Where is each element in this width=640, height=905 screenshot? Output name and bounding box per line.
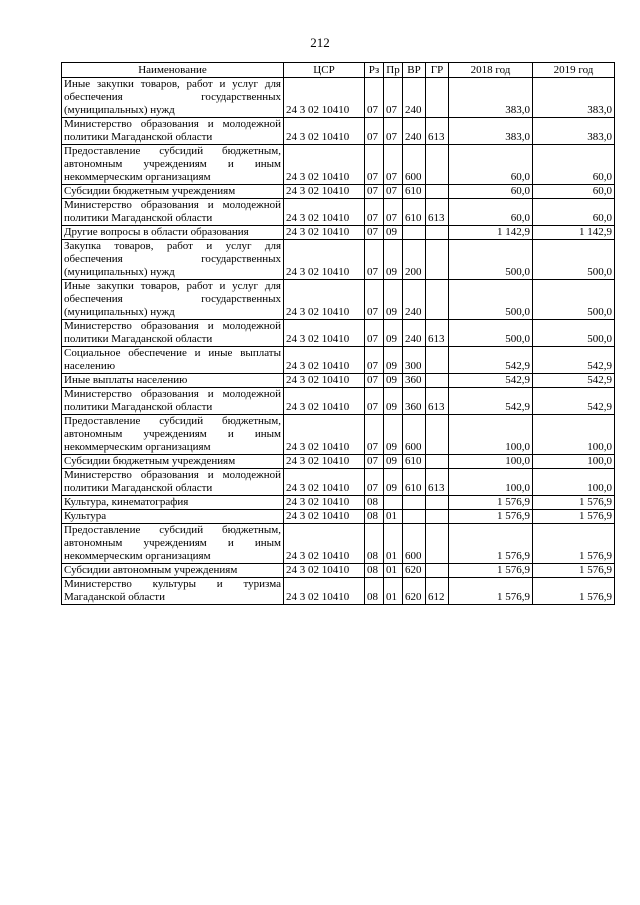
- cell-name: Субсидии автономным учреждениям: [62, 564, 284, 578]
- table-row: [62, 374, 615, 388]
- cell-2018: 542,9: [449, 347, 533, 374]
- cell-rz: 07: [365, 347, 384, 374]
- cell-csr: 24 3 02 10410: [284, 320, 365, 347]
- cell-2019: 60,0: [533, 199, 615, 226]
- header-rz: Рз: [365, 63, 384, 78]
- cell-name: Культура, кинематография: [62, 496, 284, 510]
- cell-name: Социальное обеспечение и иные выплаты населению: [62, 347, 284, 374]
- cell-rz: 07: [365, 374, 384, 388]
- cell-2018: 500,0: [449, 280, 533, 320]
- cell-rz: 07: [365, 240, 384, 280]
- cell-csr: 24 3 02 10410: [284, 118, 365, 145]
- cell-2019: 60,0: [533, 185, 615, 199]
- cell-csr: 24 3 02 10410: [284, 455, 365, 469]
- cell-rz: 07: [365, 118, 384, 145]
- header-pr: Пр: [384, 63, 403, 78]
- cell-gr: 613: [426, 320, 449, 347]
- cell-pr: 01: [384, 510, 403, 524]
- cell-name: Министерство образования и молодежной политики Магаданской области: [62, 469, 284, 496]
- cell-pr: 01: [384, 524, 403, 564]
- cell-csr: 24 3 02 10410: [284, 469, 365, 496]
- cell-vr: 600: [403, 415, 426, 455]
- cell-2019: 500,0: [533, 240, 615, 280]
- cell-gr: [426, 226, 449, 240]
- cell-rz: 07: [365, 280, 384, 320]
- cell-vr: 610: [403, 185, 426, 199]
- cell-2018: 100,0: [449, 415, 533, 455]
- cell-rz: 07: [365, 199, 384, 226]
- cell-2018: 500,0: [449, 320, 533, 347]
- cell-csr: 24 3 02 10410: [284, 145, 365, 185]
- cell-rz: 08: [365, 510, 384, 524]
- cell-2019: 542,9: [533, 347, 615, 374]
- cell-vr: 240: [403, 320, 426, 347]
- cell-rz: 07: [365, 455, 384, 469]
- cell-csr: 24 3 02 10410: [284, 199, 365, 226]
- table-row: [62, 145, 615, 185]
- cell-rz: 07: [365, 226, 384, 240]
- cell-vr: 240: [403, 118, 426, 145]
- cell-2019: 383,0: [533, 118, 615, 145]
- cell-name: Иные выплаты населению: [62, 374, 284, 388]
- cell-rz: 07: [365, 78, 384, 118]
- cell-csr: 24 3 02 10410: [284, 374, 365, 388]
- header-2018: 2018 год: [449, 63, 533, 78]
- table-row: [62, 469, 615, 496]
- cell-rz: 07: [365, 469, 384, 496]
- cell-2018: 1 576,9: [449, 578, 533, 605]
- cell-gr: [426, 78, 449, 118]
- cell-pr: 01: [384, 578, 403, 605]
- cell-gr: [426, 415, 449, 455]
- cell-pr: 09: [384, 226, 403, 240]
- cell-vr: 240: [403, 280, 426, 320]
- table-row: [62, 78, 615, 118]
- cell-gr: [426, 145, 449, 185]
- page-number: 212: [310, 35, 330, 50]
- cell-name: Министерство образования и молодежной политики Магаданской области: [62, 320, 284, 347]
- cell-vr: [403, 496, 426, 510]
- table-row: [62, 320, 615, 347]
- cell-2018: 60,0: [449, 145, 533, 185]
- cell-csr: 24 3 02 10410: [284, 578, 365, 605]
- header-name: Наименование: [62, 63, 284, 78]
- cell-gr: [426, 280, 449, 320]
- cell-rz: 08: [365, 496, 384, 510]
- cell-gr: [426, 185, 449, 199]
- cell-gr: [426, 510, 449, 524]
- cell-csr: 24 3 02 10410: [284, 510, 365, 524]
- cell-gr: [426, 496, 449, 510]
- cell-2019: 542,9: [533, 388, 615, 415]
- table-row: [62, 510, 615, 524]
- cell-2018: 1 576,9: [449, 564, 533, 578]
- cell-2018: 1 576,9: [449, 524, 533, 564]
- cell-gr: [426, 564, 449, 578]
- cell-csr: 24 3 02 10410: [284, 280, 365, 320]
- cell-csr: 24 3 02 10410: [284, 185, 365, 199]
- cell-rz: 08: [365, 524, 384, 564]
- cell-pr: 09: [384, 320, 403, 347]
- cell-pr: 09: [384, 347, 403, 374]
- cell-rz: 07: [365, 320, 384, 347]
- cell-2018: 1 576,9: [449, 510, 533, 524]
- cell-pr: 09: [384, 455, 403, 469]
- cell-2019: 100,0: [533, 455, 615, 469]
- cell-2018: 1 142,9: [449, 226, 533, 240]
- table-row: [62, 347, 615, 374]
- cell-name: Закупка товаров, работ и услуг для обеспечения государственных (муниципальных) нужд: [62, 240, 284, 280]
- cell-rz: 08: [365, 564, 384, 578]
- table-row: [62, 564, 615, 578]
- cell-2019: 100,0: [533, 469, 615, 496]
- cell-pr: 07: [384, 199, 403, 226]
- cell-csr: 24 3 02 10410: [284, 564, 365, 578]
- cell-2019: 1 142,9: [533, 226, 615, 240]
- cell-2019: 1 576,9: [533, 496, 615, 510]
- cell-vr: 620: [403, 564, 426, 578]
- cell-name: Другие вопросы в области образования: [62, 226, 284, 240]
- cell-vr: [403, 510, 426, 524]
- cell-pr: 09: [384, 240, 403, 280]
- cell-vr: 610: [403, 469, 426, 496]
- cell-2019: 542,9: [533, 374, 615, 388]
- cell-vr: 600: [403, 145, 426, 185]
- cell-gr: [426, 347, 449, 374]
- cell-vr: 610: [403, 199, 426, 226]
- cell-vr: 610: [403, 455, 426, 469]
- table-row: [62, 524, 615, 564]
- header-gr: ГР: [426, 63, 449, 78]
- cell-gr: 612: [426, 578, 449, 605]
- cell-name: Министерство образования и молодежной политики Магаданской области: [62, 199, 284, 226]
- cell-2018: 500,0: [449, 240, 533, 280]
- cell-name: Предоставление субсидий бюджетным, автономным учреждениям и иным некоммерческим организациям: [62, 145, 284, 185]
- cell-2019: 1 576,9: [533, 524, 615, 564]
- table-header-row: [62, 63, 615, 78]
- cell-rz: 07: [365, 388, 384, 415]
- cell-2018: 383,0: [449, 78, 533, 118]
- cell-2018: 60,0: [449, 185, 533, 199]
- cell-rz: 07: [365, 185, 384, 199]
- cell-2019: 1 576,9: [533, 564, 615, 578]
- table-row: [62, 240, 615, 280]
- cell-2018: 383,0: [449, 118, 533, 145]
- cell-csr: 24 3 02 10410: [284, 415, 365, 455]
- cell-csr: 24 3 02 10410: [284, 496, 365, 510]
- cell-csr: 24 3 02 10410: [284, 524, 365, 564]
- cell-rz: 07: [365, 415, 384, 455]
- cell-vr: [403, 226, 426, 240]
- table-row: [62, 455, 615, 469]
- cell-csr: 24 3 02 10410: [284, 78, 365, 118]
- table-row: [62, 388, 615, 415]
- cell-csr: 24 3 02 10410: [284, 226, 365, 240]
- cell-2019: 500,0: [533, 280, 615, 320]
- cell-gr: 613: [426, 388, 449, 415]
- cell-rz: 07: [365, 145, 384, 185]
- header-vr: ВР: [403, 63, 426, 78]
- cell-vr: 620: [403, 578, 426, 605]
- cell-gr: [426, 524, 449, 564]
- cell-2018: 1 576,9: [449, 496, 533, 510]
- cell-pr: 09: [384, 415, 403, 455]
- cell-vr: 360: [403, 374, 426, 388]
- cell-2018: 542,9: [449, 388, 533, 415]
- table-row: [62, 226, 615, 240]
- cell-name: Иные закупки товаров, работ и услуг для обеспечения государственных (муниципальных) нужд: [62, 280, 284, 320]
- cell-pr: 09: [384, 469, 403, 496]
- cell-2018: 60,0: [449, 199, 533, 226]
- cell-rz: 08: [365, 578, 384, 605]
- cell-vr: 300: [403, 347, 426, 374]
- header-2019: 2019 год: [533, 63, 615, 78]
- table-row: [62, 185, 615, 199]
- cell-gr: 613: [426, 469, 449, 496]
- cell-pr: 07: [384, 118, 403, 145]
- cell-name: Министерство культуры и туризма Магаданской области: [62, 578, 284, 605]
- cell-csr: 24 3 02 10410: [284, 240, 365, 280]
- table-row: [62, 496, 615, 510]
- cell-name: Субсидии бюджетным учреждениям: [62, 455, 284, 469]
- cell-gr: [426, 374, 449, 388]
- cell-2019: 60,0: [533, 145, 615, 185]
- cell-2019: 383,0: [533, 78, 615, 118]
- cell-gr: [426, 455, 449, 469]
- cell-2018: 100,0: [449, 469, 533, 496]
- cell-2019: 100,0: [533, 415, 615, 455]
- cell-pr: [384, 496, 403, 510]
- budget-table: [61, 62, 615, 605]
- cell-name: Субсидии бюджетным учреждениям: [62, 185, 284, 199]
- cell-gr: 613: [426, 118, 449, 145]
- cell-name: Предоставление субсидий бюджетным, автономным учреждениям и иным некоммерческим организациям: [62, 415, 284, 455]
- cell-2018: 542,9: [449, 374, 533, 388]
- table-row: [62, 415, 615, 455]
- cell-pr: 07: [384, 78, 403, 118]
- cell-pr: 07: [384, 185, 403, 199]
- cell-csr: 24 3 02 10410: [284, 388, 365, 415]
- cell-name: Министерство образования и молодежной политики Магаданской области: [62, 388, 284, 415]
- cell-2019: 1 576,9: [533, 578, 615, 605]
- cell-name: Иные закупки товаров, работ и услуг для обеспечения государственных (муниципальных) нужд: [62, 78, 284, 118]
- table-row: [62, 280, 615, 320]
- cell-pr: 07: [384, 145, 403, 185]
- cell-vr: 200: [403, 240, 426, 280]
- cell-2019: 500,0: [533, 320, 615, 347]
- cell-2019: 1 576,9: [533, 510, 615, 524]
- cell-vr: 360: [403, 388, 426, 415]
- cell-2018: 100,0: [449, 455, 533, 469]
- cell-gr: [426, 240, 449, 280]
- cell-pr: 09: [384, 280, 403, 320]
- table-row: [62, 578, 615, 605]
- cell-name: Культура: [62, 510, 284, 524]
- cell-pr: 09: [384, 388, 403, 415]
- table-row: [62, 118, 615, 145]
- cell-pr: 09: [384, 374, 403, 388]
- cell-csr: 24 3 02 10410: [284, 347, 365, 374]
- header-csr: ЦСР: [284, 63, 365, 78]
- cell-vr: 600: [403, 524, 426, 564]
- cell-gr: 613: [426, 199, 449, 226]
- cell-name: Предоставление субсидий бюджетным, автономным учреждениям и иным некоммерческим организациям: [62, 524, 284, 564]
- cell-vr: 240: [403, 78, 426, 118]
- cell-name: Министерство образования и молодежной политики Магаданской области: [62, 118, 284, 145]
- cell-pr: 01: [384, 564, 403, 578]
- table-row: [62, 199, 615, 226]
